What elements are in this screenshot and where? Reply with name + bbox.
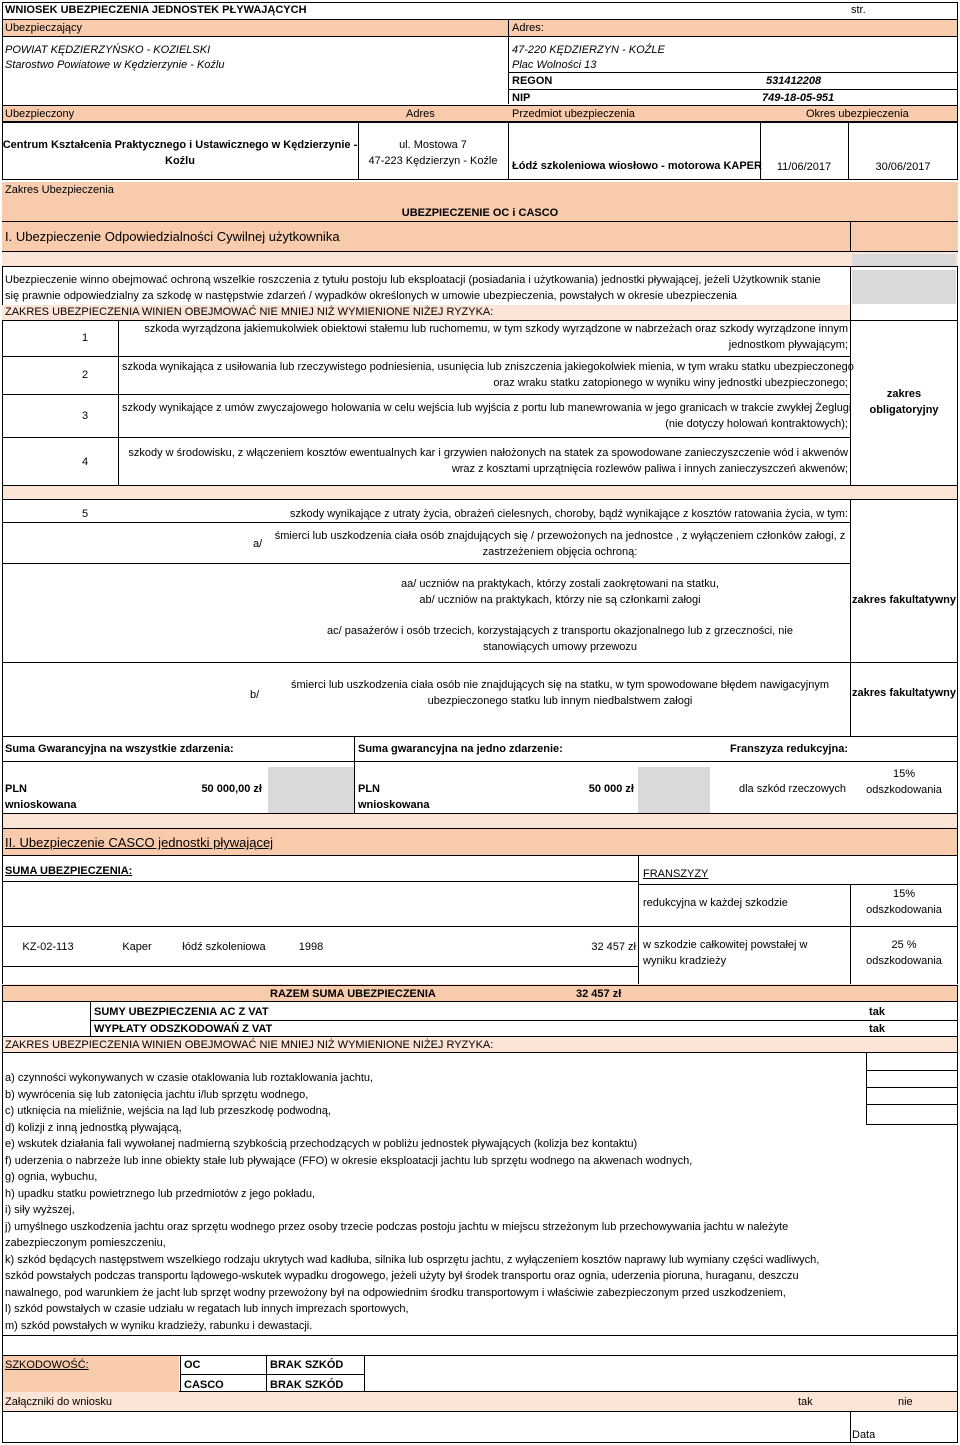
insurer-header-row [2,19,958,37]
vessel-reg: KZ-02-113 [22,941,74,953]
insurer-label: Ubezpieczający [5,22,83,34]
total-loss-line1: w szkodzie całkowitej powstałej w [643,939,808,951]
casco-risk-item: m) szkód powstałych w wyniku kradzieży, rabunku i dewastacji. [5,1320,313,1332]
oc-intro-line1: Ubezpieczenie winno obejmować ochroną wszelkie roszczenia z tytułu postoju lub eksploatacji (posiadania i użytkowania) jednostki pływającej, jeżeli Użytkownik stanie [5,274,821,286]
oc-item-line2: jednostkom pływającym; [728,339,848,351]
item5b-label: b/ [250,689,260,701]
casco-risk-item: k) szkód będących następstwem wszelkiego rodzaju ukrytych wad kadłuba, silnika lub osprzętu jachtu, z wyłączeniem kosztów naprawy lub wymiany części wadliwych, [5,1254,820,1266]
casco-risk-item: d) kolizji z inną jednostką pływającą, [5,1122,182,1134]
casco-risk-header: ZAKRES UBEZPIECZENIA WINIEN OBEJMOWAĆ NIE MNIEJ NIŻ WYMIENIONE NIŻEJ RYZYKA: [5,1039,494,1051]
period-from: 11/06/2017 [776,161,832,173]
oc-item5-no: 5 [82,508,89,520]
casco-risk-item: h) upadku statku powietrznego lub przedmiotów z jego pokładu, [5,1188,316,1200]
item5b-line2: ubezpieczonego statku lub innym niedbalstwem załogi [427,695,693,707]
reduction-pct: 15% [892,888,916,900]
section1-title: I. Ubezpieczenie Odpowiedzialności Cywilnej użytkownika [5,229,340,244]
oc-item-no: 2 [82,369,89,381]
casco-total-value: 32 457 zł [576,988,622,1000]
grey-cell-1 [852,254,956,266]
vessel-name: Kaper [122,941,152,953]
grey-cell-2 [852,270,956,304]
insured-address-line2: 47-223 Kędzierzyn - Koźle [368,155,498,167]
claims-casco-label: CASCO [184,1379,224,1391]
claims-casco-value: BRAK SZKÓD [270,1379,344,1391]
casco-total-row [2,985,958,1002]
col-period: Okres ubezpieczenia [806,108,909,120]
item5-ac-line2: stanowiących umowy przewozu [482,641,638,653]
casco-risk-item: i) siły wyższej, [5,1204,75,1216]
casco-risk-item: zabezpieczonym pomieszczeniu, [5,1237,166,1249]
sum-all-value: 50 000,00 zł [201,783,262,795]
franchise-pct-label: odszkodowania [866,784,942,796]
scope-label-row [2,182,958,198]
insurance-subject: Łódź szkoleniowa wiosłowo - motorowa KAPER [512,160,762,172]
franchises-label: FRANSZYZY [643,868,709,880]
claims-oc-label: OC [184,1359,201,1371]
casco-risk-item: g) ognia, wybuchu, [5,1171,98,1183]
scope-label: Zakres Ubezpieczenia [5,184,114,196]
period-to: 30/06/2017 [875,161,931,173]
insured-name-line1: Centrum Kształcenia Praktycznego i Ustawicznego w Kędzierzynie - [2,139,358,151]
item5-aa: aa/ uczniów na praktykach, którzy zostali zaokrętowani na statku, [401,578,719,590]
item5-ac-line1: ac/ pasażerów i osób trzecich, korzystających z transportu okazjonalnego lub z grzeczności, nie [327,625,793,637]
oc-risk-header: ZAKRES UBEZPIECZENIA WINIEN OBEJMOWAĆ NIE MNIEJ NIŻ WYMIENIONE NIŻEJ RYZYKA: [5,306,494,318]
oc-item-line1: szkody wynikające z umów zwyczajowego holowania w celu wejścia lub wyjścia z portu lub manewrowania w jego granicach w trakcie zwykłej Żeglugi [122,402,852,414]
col-insured: Ubezpieczony [5,108,75,120]
total-loss-line2: wyniku kradzieży [643,955,727,967]
oc-item-no: 4 [82,456,89,468]
spacer-row-2 [2,485,958,500]
casco-block [2,856,958,984]
attachments-yes[interactable]: tak [798,1396,813,1408]
regon-value: 531412208 [766,75,822,87]
attachments-no[interactable]: nie [898,1396,913,1408]
franchise-label: Franszyza redukcyjna: [730,743,848,755]
claims-label: SZKODOWOŚĆ: [5,1359,89,1371]
insured-address-line1: ul. Mostowa 7 [399,139,467,151]
reduction-label: redukcyjna w każdej szkodzie [643,897,788,909]
vat-sums-value: tak [869,1006,885,1018]
optional-scope-b: zakres fakultatywny [852,687,956,699]
form-title: WNIOSEK UBEZPIECZENIA JEDNOSTEK PŁYWAJĄCYCH [5,4,307,16]
nip-value: 749-18-05-951 [762,92,835,104]
vessel-year: 1998 [298,941,324,953]
casco-risk-item: b) wywrócenia się lub zatonięcia jachtu i/lub sprzętu wodnego, [5,1089,309,1101]
signature-row [2,1412,958,1443]
obligatory-line2: obligatoryjny [869,404,939,416]
casco-risk-item: a) czynności wykonywanych w czasie otaklowania lub roztaklowania jachtu, [5,1072,374,1084]
vat-payments-label: WYPŁATY ODSZKODOWAŃ Z VAT [94,1023,273,1035]
oc-item-line1: szkoda wynikająca z usiłowania lub rzeczywistego podniesienia, usunięcia lub zniszczenia jakiegokolwiek mienia, w tym wraku statku ubezpieczonego [122,361,854,373]
oc-item-line2: oraz wraku statku zatopionego w wyniku winy jednostki ubezpieczonego; [493,377,848,389]
vessel-type: łódź szkoleniowa [182,941,266,953]
oc-intro-line2: się prawnie odpowiedzialny za szkodę w następstwie zdarzeń / wypadków określonych w umowie ubezpieczenia, powstałych w okresie ubezpieczenia [5,290,737,302]
franchise-pct: 15% [892,768,916,780]
oc-item-line1: szkody w środowisku, z włączeniem kosztów ewentualnych kar i grzywien nałożonych na statek za spowodowane zanieczyszczenie wód i akwenów [128,447,848,459]
casco-risk-item: j) umyślnego uszkodzenia jachtu oraz sprzętu wodnego przez osoby trzecie podczas postoju jachtu w miejscu strzeżonym lub przechowywania jachtu w należyte [5,1221,789,1233]
spacer-row-3 [2,814,958,828]
item5a-line2: zastrzeżeniem objęcia ochroną: [482,546,638,558]
item5b-line1: śmierci lub uszkodzenia ciała osób nie znajdujących się na statku, w tym spowodowane błędem nawigacyjnym [290,679,830,691]
oc-item-line2: wraz z kosztami uprzątnięcia rozlewów paliwa i innych zanieczyszczeń akwenów; [451,463,848,475]
oc-item-no: 3 [82,410,89,422]
nip-label: NIP [512,92,531,104]
grey-cell-3 [268,767,354,813]
insurer-name-line1: POWIAT KĘDZIERZYŃSKO - KOZIELSKI [5,44,211,56]
sum-one-label: Suma gwarancyjna na jedno zdarzenie: [358,743,563,755]
casco-sum-label: SUMA UBEZPIECZENIA: [5,865,133,877]
oc-item-no: 1 [82,332,89,344]
col-address: Adres [406,108,435,120]
item5-ab: ab/ uczniów na praktykach, którzy nie są członkami załogi [419,594,701,606]
casco-risk-item: e) wskutek działania fali wywołanej nadmierną szybkością przechodzących w pobliżu jednostek pływających (kolizja bez kontaktu) [5,1138,638,1150]
casco-total-label: RAZEM SUMA UBEZPIECZENIA [270,988,436,1000]
pln-label-b2: wnioskowana [358,799,430,811]
insurer-address-line1: 47-220 KĘDZIERZYN - KOŹLE [512,44,665,56]
obligatory-line1: zakres [886,388,922,400]
insurer-name-line2: Starostwo Powiatowe w Kędzierzynie - Koźlu [5,59,225,71]
casco-risk-item: l) szkód powstałych w czasie udziału w regatach lub innych imprezach sportowych, [5,1303,409,1315]
casco-risk-item: nawalnego, pod warunkiem że jacht lub sprzęt wodny przewożony był na odpowiednim środku transportowym i właściwie zabezpieczonym przed uszkodzeniem, [5,1287,786,1299]
grey-cell-4 [638,767,710,813]
item5a-label: a/ [253,538,263,550]
casco-risk-item: szkód powstałych podczas transportu lądowego-wskutek wypadku drogowego, jeżeli użyty był środek transportu oraz ognia, uderzenia pioruna, huraganu, deszczu [5,1270,799,1282]
casco-risk-item: c) utknięcia na mieliźnie, wejścia na ląd lub przeszkodę podwodną, [5,1105,331,1117]
reduction-pct-label: odszkodowania [866,904,942,916]
claims-oc-value: BRAK SZKÓD [270,1359,344,1371]
col-subject: Przedmiot ubezpieczenia [512,108,635,120]
attachments-row [2,1392,958,1412]
date-label: Data [852,1429,876,1441]
sum-one-value: 50 000 zł [588,783,634,795]
regon-label: REGON [512,75,553,87]
vessel-value: 32 457 zł [591,941,636,953]
optional-scope-a: zakres fakultatywny [852,594,956,606]
address-label: Adres: [512,22,544,34]
spacer-row-1 [2,252,958,267]
casco-risk-item: f) uderzenia o nabrzeże lub inne obiekty stałe lub pływające (FFO) w okresie eksploatacji jachtu lub sprzętu wodnego na akwenach wodnych, [5,1155,693,1167]
page-label: str. [851,4,866,16]
vat-sums-label: SUMY UBEZPIECZENIA AC Z VAT [94,1006,269,1018]
insured-name-line2: Koźlu [165,155,195,167]
franchise-for: dla szkód rzeczowych [739,783,846,795]
oc-item-line2: (nie dotyczy holowań kontraktowych); [665,418,848,430]
pln-label-a2: wnioskowana [5,799,77,811]
oc-item5-text: szkody wynikające z utraty życia, obrażeń cielesnych, choroby, bądź wynikające z kosztów ratowania życia, w tym: [290,508,848,520]
scope-type: UBEZPIECZENIE OC i CASCO [401,207,559,219]
section2-title: II. Ubezpieczenie CASCO jednostki pływającej [5,835,274,850]
sum-all-label: Suma Gwarancyjna na wszystkie zdarzenia: [5,743,234,755]
total-loss-pct: 25 % [891,939,917,951]
attachments-label: Załączniki do wniosku [5,1396,112,1408]
oc-item-line1: szkoda wyrządzona jakiemukolwiek obiektowi stałemu lub ruchomemu, w tym szkody wyrządzone w nabrzeżach oraz szkody wyrządzone innym [144,323,848,335]
vat-payments-value: tak [869,1023,885,1035]
pln-label-a1: PLN [5,783,27,795]
total-loss-pct-label: odszkodowania [866,955,942,967]
insurer-address-line2: Plac Wolności 13 [512,59,597,71]
item5a-line1: śmierci lub uszkodzenia ciała osób znajdujących się / przewożonych na jednostce , z wyłączeniem członków załogi, z [274,530,846,542]
pln-label-b1: PLN [358,783,380,795]
